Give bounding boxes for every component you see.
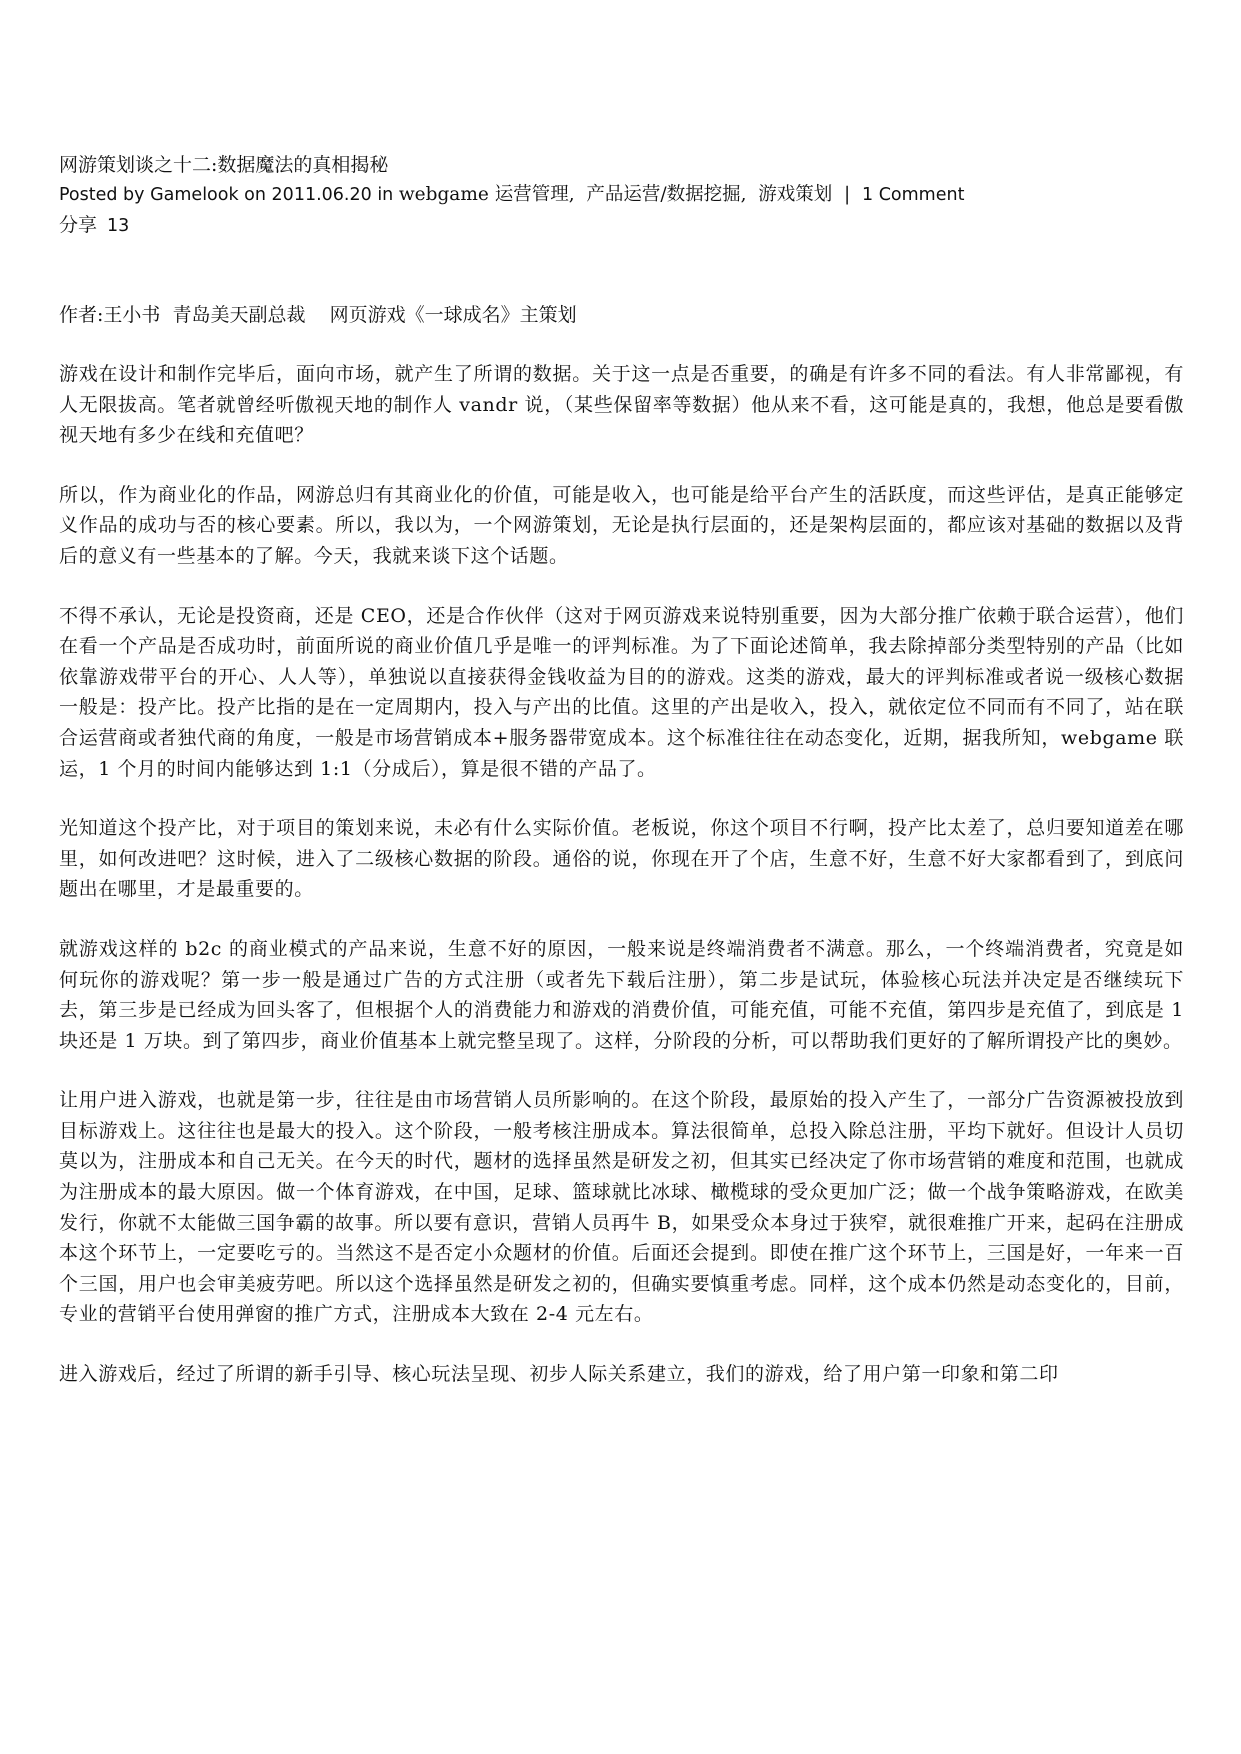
paragraph: 就游戏这样的 b2c 的商业模式的产品来说，生意不好的原因，一般来说是终端消费者不满意。那么，一个终端消费者，究竟是如何玩你的游戏呢？第一步一般是通过广告的方式注册（或者先下载后注册），第二步是试玩，体验核心玩法并决定是否继续玩下去，第三步是已经成为回头客了，但根据个人的消费能力和游戏的消费价值，可能充值，可能不充值，第四步是充值了，到底是 1 块还是 1 万块。到了第四步，商业价值基本上就完整呈现了。这样，分阶段的分析，可以帮助我们更好的了解所谓投产比的奥妙。: [59, 937, 1184, 1052]
article-title: 网游策划谈之十二:数据魔法的真相揭秘: [59, 154, 389, 176]
paragraph: 不得不承认，无论是投资商，还是 CEO，还是合作伙伴（这对于网页游戏来说特别重要，因为大部分推广依赖于联合运营），他们在看一个产品是否成功时，前面所说的商业价值几乎是唯一的评判标准。为了下面论述简单，我去除掉部分类型特别的产品（比如依靠游戏带平台的开心、人人等），单独说以直接获得金钱收益为目的的游戏。这类的游戏，最大的评判标准或者说一级核心数据一般是：投产比。投产比指的是在一定周期内，投入与产出的比值。这里的产出是收入，投入，就依定位不同而有不同了，站在联合运营商或者独代商的角度，一般是市场营销成本+服务器带宽成本。这个标准往往在动态变化，近期，据我所知，webgame 联运，1 个月的时间内能够达到 1:1（分成后），算是很不错的产品了。: [59, 604, 1184, 780]
paragraph: 进入游戏后，经过了所谓的新手引导、核心玩法呈现、初步人际关系建立，我们的游戏，给了用户第一印象和第二印: [59, 1363, 1059, 1386]
share-row: [59, 210, 1184, 240]
paragraph: 所以，作为商业化的作品，网游总归有其商业化的价值，可能是收入，也可能是给平台产生的活跃度，而这些评估，是真正能够定义作品的成功与否的核心要素。所以，我以为，一个网游策划，无论是执行层面的，还是架构层面的，都应该对基础的数据以及背后的意义有一些基本的了解。今天，我就来谈下这个话题。: [59, 483, 1184, 567]
in-word: in: [371, 185, 399, 205]
author-link[interactable]: Gamelook: [150, 185, 239, 205]
byline: 作者:王小书 青岛美天副总裁 网页游戏《一球成名》主策划: [59, 304, 577, 326]
paragraph: 游戏在设计和制作完毕后，面向市场，就产生了所谓的数据。关于这一点是否重要，的确是有许多不同的看法。有人非常鄙视，有人无限拔高。笔者就曾经听傲视天地的制作人 vandr 说，（某些保留率等数据）他从来不看，这可能是真的，我想，他总是要看傲视天地有多少在线和充值吧？: [59, 363, 1184, 447]
share-button[interactable]: 分享: [59, 214, 98, 236]
paragraph: 光知道这个投产比，对于项目的策划来说，未必有什么实际价值。老板说，你这个项目不行啊，投产比太差了，总归要知道差在哪里，如何改进吧？这时候，进入了二级核心数据的阶段。通俗的说，你现在开了个店，生意不好，生意不好大家都看到了，到底问题出在哪里，才是最重要的。: [59, 817, 1184, 901]
paragraph: 让用户进入游戏，也就是第一步，往往是由市场营销人员所影响的。在这个阶段，最原始的投入产生了，一部分广告资源被投放到目标游戏上。这往往也是最大的投入。这个阶段，一般考核注册成本。算法很简单，总投入除总注册，平均下就好。但设计人员切莫以为，注册成本和自己无关。在今天的时代，题材的选择虽然是研发之初，但其实已经决定了你市场营销的难度和范围，也就成为注册成本的最大原因。做一个体育游戏，在中国，足球、篮球就比冰球、橄榄球的受众更加广泛；做一个战争策略游戏，在欧美发行，你就不太能做三国争霸的故事。所以要有意识，营销人员再牛 B，如果受众本身过于狭窄，就很难推广开来，起码在注册成本这个环节上，一定要吃亏的。当然这不是否定小众题材的价值。后面还会提到。即使在推广这个环节上，三国是好，一年来一百个三国，用户也会审美疲劳吧。所以这个选择虽然是研发之初的，但确实要慎重考虑。同样，这个成本仍然是动态变化的，目前，专业的营销平台使用弹窗的推广方式，注册成本大致在 2-4 元左右。: [59, 1089, 1184, 1326]
category-links[interactable]: webgame 运营管理, 产品运营/数据挖掘, 游戏策划: [398, 184, 833, 205]
post-meta: [59, 180, 1184, 210]
article: [59, 150, 1184, 1390]
on-word: on: [238, 185, 272, 205]
meta-separator: |: [832, 184, 862, 205]
posted-by-prefix: Posted by: [59, 185, 151, 205]
post-date: 2011.06.20: [271, 185, 372, 205]
comments-link[interactable]: 1 Comment: [862, 185, 965, 205]
share-count: 13: [107, 216, 130, 236]
